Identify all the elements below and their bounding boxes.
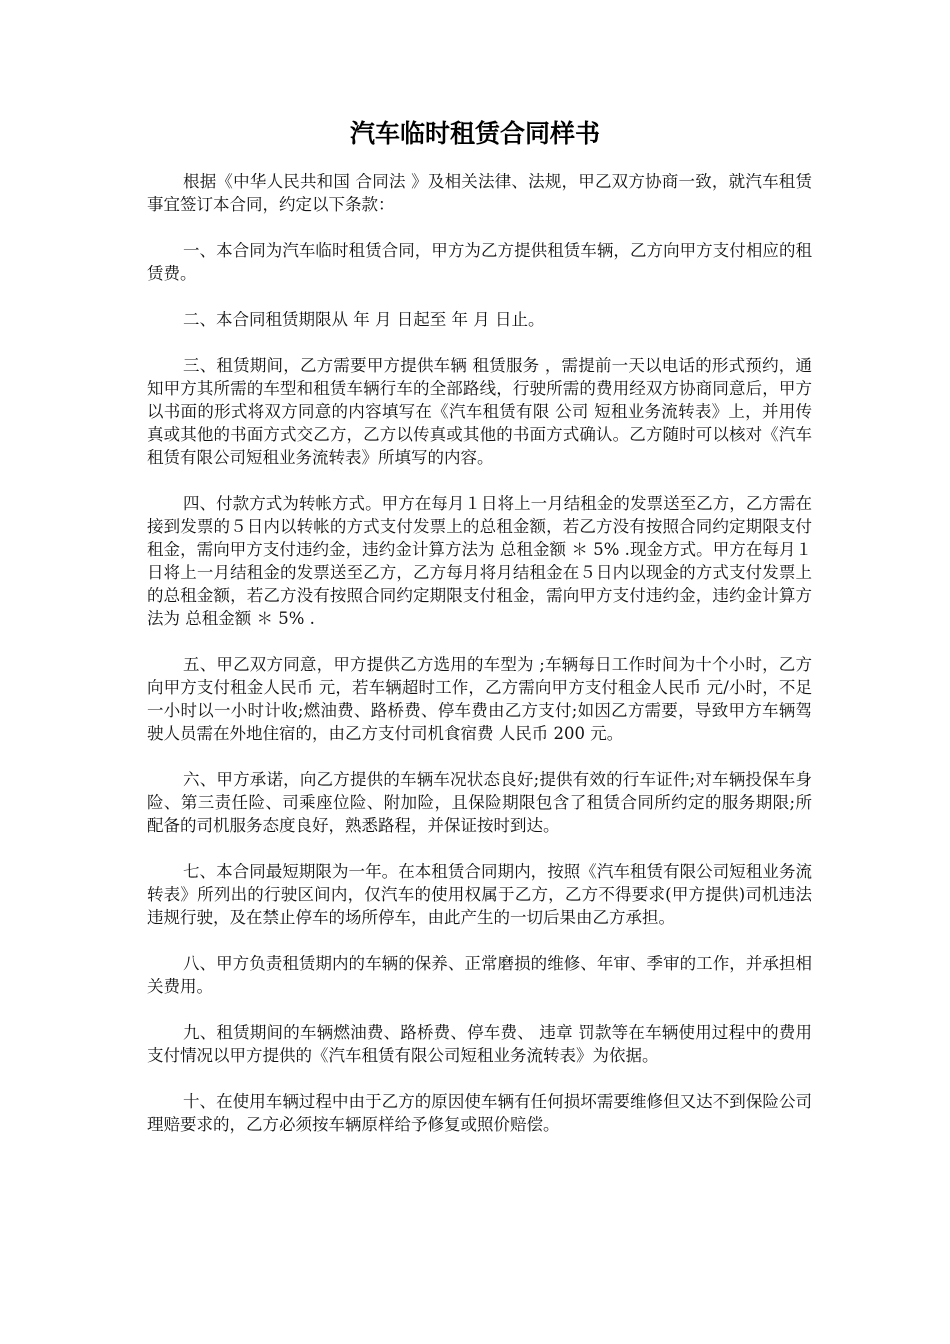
paragraph-clause-2: 二、本合同租赁期限从 年 月 日起至 年 月 日止。 [183, 310, 545, 329]
paragraph-clause-3: 三、租赁期间，乙方需要甲方提供车辆 租赁服务 ，需提前一天以电话的形式预约，通知甲方其所需的车型和租赁车辆行车的全部路线，行驶所需的费用经双方协商同意后，甲方以书面的形式将双方同意的内容填写在《汽车租赁有限 公司 短租业务流转表》上，并用传真或其他的书面方式交乙方，乙方以传真或其他的书面方式确认。乙方随时可以核对《汽车租赁有限公司短租业务流转表》所填写的内容。 [147, 356, 812, 467]
paragraph-clause-4: 四、付款方式为转帐方式。甲方在每月１日将上一月结租金的发票送至乙方，乙方需在接到发票的５日内以转帐的方式支付发票上的总租金额，若乙方没有按照合同约定期限支付租金，需向甲方支付违约金，违约金计算方法为 总租金额 ＊ 5% .现金方式。甲方在每月１日将上一月结租金的发票送至乙方，乙方每月将月结租金在５日内以现金的方式支付发票上的总租金额，若乙方没有按照合同约定期限支付租金，需向甲方支付违约金，违约金计算方法为 总租金额 ＊ 5% . [147, 494, 812, 628]
paragraph-clause-5: 五、甲乙双方同意，甲方提供乙方选用的车型为 ;车辆每日工作时间为十个小时，乙方向甲方支付租金人民币 元，若车辆超时工作，乙方需向甲方支付租金人民币 元/小时，不足一小时以一小时计收;燃油费、路桥费、停车费由乙方支付;如因乙方需要，导致甲方车辆驾驶人员需在外地住宿的，由乙方支付司机食宿费 人民币 200 元。 [147, 655, 812, 743]
paragraph-clause-6: 六、甲方承诺，向乙方提供的车辆车况状态良好;提供有效的行车证件;对车辆投保车身险、第三责任险、司乘座位险、附加险，且保险期限包含了租赁合同所约定的服务期限;所配备的司机服务态度良好，熟悉路程，并保证按时到达。 [147, 770, 812, 835]
paragraph-clause-10: 十、在使用车辆过程中由于乙方的原因使车辆有任何损坏需要维修但又达不到保险公司理赔要求的，乙方必须按车辆原样给予修复或照价赔偿。 [147, 1092, 812, 1134]
document-body [147, 170, 812, 1159]
paragraph-clause-9: 九、租赁期间的车辆燃油费、路桥费、停车费、 违章 罚款等在车辆使用过程中的费用支付情况以甲方提供的《汽车租赁有限公司短租业务流转表》为依据。 [147, 1023, 812, 1065]
paragraph-preamble: 根据《中华人民共和国 合同法 》及相关法律、法规，甲乙双方协商一致，就汽车租赁事宜签订本合同，约定以下条款： [147, 172, 812, 214]
paragraph-clause-8: 八、甲方负责租赁期内的车辆的保养、正常磨损的维修、年审、季审的工作，并承担相关费用。 [147, 954, 812, 996]
document-title: 汽车临时租赁合同样书 [349, 119, 600, 148]
paragraph-clause-7: 七、本合同最短期限为一年。在本租赁合同期内，按照《汽车租赁有限公司短租业务流转表》所列出的行驶区间内，仅汽车的使用权属于乙方，乙方不得要求(甲方提供)司机违法违规行驶，及在禁止停车的场所停车，由此产生的一切后果由乙方承担。 [147, 862, 812, 927]
paragraph-clause-1: 一、本合同为汽车临时租赁合同，甲方为乙方提供租赁车辆，乙方向甲方支付相应的租赁费。 [147, 241, 812, 283]
